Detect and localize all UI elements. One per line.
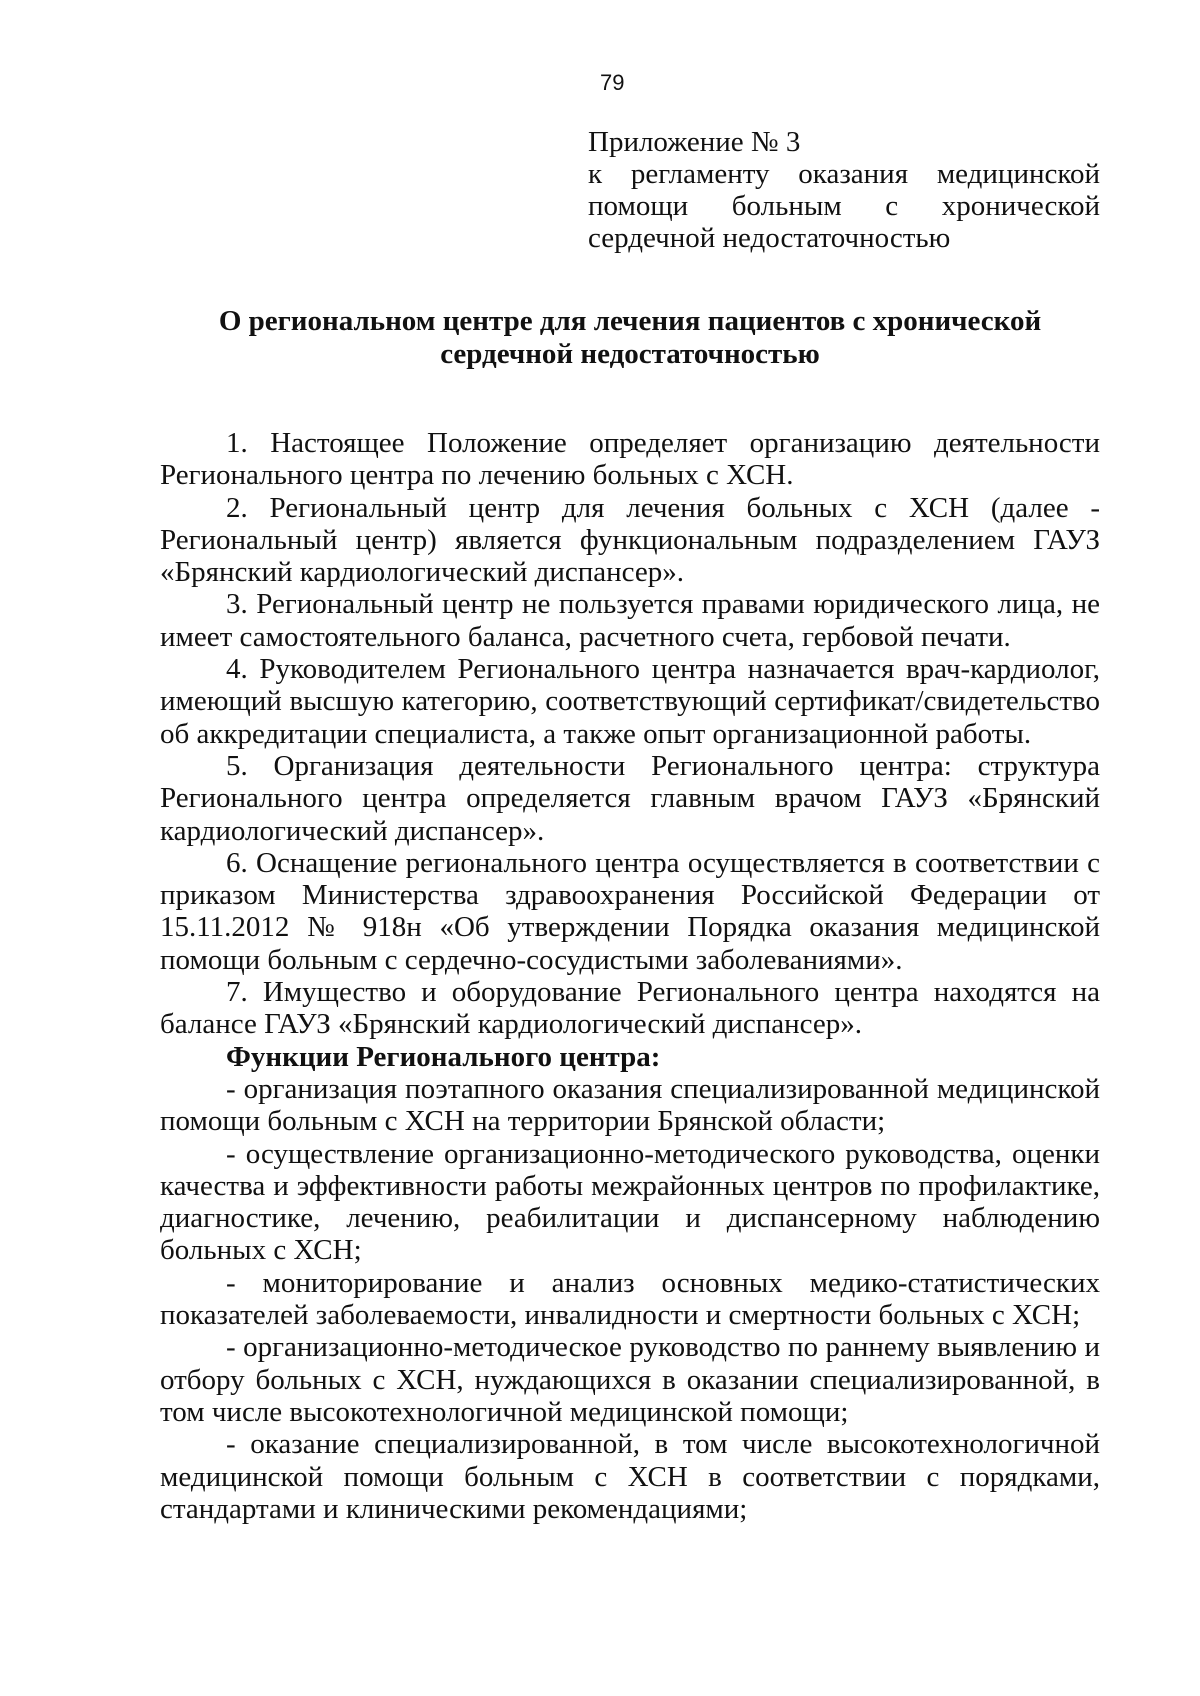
function-item-3: - мониторирование и анализ основных медико-статистических показателей заболеваемости, инвалидности и смертности больных с ХСН; (160, 1266, 1100, 1332)
function-item-4: - организационно-методическое руководство по раннему выявлению и отбору больных с ХСН, нуждающихся в оказании специализированной, в том числе высокотехнологичной медицинской помощи; (160, 1331, 1100, 1428)
paragraph-5: 5. Организация деятельности Регионального центра: структура Регионального центра определяется главным врачом ГАУЗ «Брянский кардиологический диспансер». (160, 749, 1100, 847)
paragraph-3: 3. Региональный центр не пользуется правами юридического лица, не имеет самостоятельного баланса, расчетного счета, гербовой печати. (160, 588, 1100, 653)
paragraph-7: 7. Имущество и оборудование Регионального центра находятся на балансе ГАУЗ «Брянский кардиологический диспансер». (160, 976, 1100, 1041)
paragraph-6: 6. Оснащение регионального центра осуществляется в соответствии с приказом Министерства здравоохранения Российской Федерации от 15.11.2012 № 918н «Об утверждении Порядка оказания медицинской помощи больным с сердечно-сосудистыми заболеваниями». (160, 846, 1100, 976)
paragraph-4: 4. Руководителем Регионального центра назначается врач-кардиолог, имеющий высшую категорию, соответствующий сертификат/свидетельство об аккредитации специалиста, а также опыт организационной работы. (160, 653, 1100, 750)
appendix-description: к регламенту оказания медицинской помощи больным с хронической сердечной недостаточностью (588, 158, 1100, 254)
paragraph-2: 2. Региональный центр для лечения больных с ХСН (далее - Региональный центр) является функциональным подразделением ГАУЗ «Брянский кардиологический диспансер». (160, 491, 1100, 589)
function-item-2: - осуществление организационно-методического руководства, оценки качества и эффективности работы межрайонных центров по профилактике, диагностике, лечению, реабилитации и диспансерному наблюдению больных с ХСН; (160, 1137, 1100, 1267)
appendix-block (588, 126, 1100, 254)
function-item-1: - организация поэтапного оказания специализированной медицинской помощи больным с ХСН на территории Брянской области; (160, 1072, 1100, 1138)
function-item-5: - оказание специализированной, в том числе высокотехнологичной медицинской помощи больным с ХСН в соответствии с порядками, стандартами и клиническими рекомендациями; (160, 1428, 1100, 1525)
appendix-title: Приложение № 3 (588, 126, 801, 158)
functions-heading: Функции Регионального центра: (226, 1040, 661, 1073)
document-body (160, 427, 1100, 1525)
paragraph-1: 1. Настоящее Положение определяет организацию деятельности Регионального центра по лечению больных с ХСН. (160, 427, 1100, 492)
page-number: 79 (600, 70, 625, 95)
document-title: О региональном центре для лечения пациентов с хронической сердечной недостаточностью (218, 305, 1042, 370)
